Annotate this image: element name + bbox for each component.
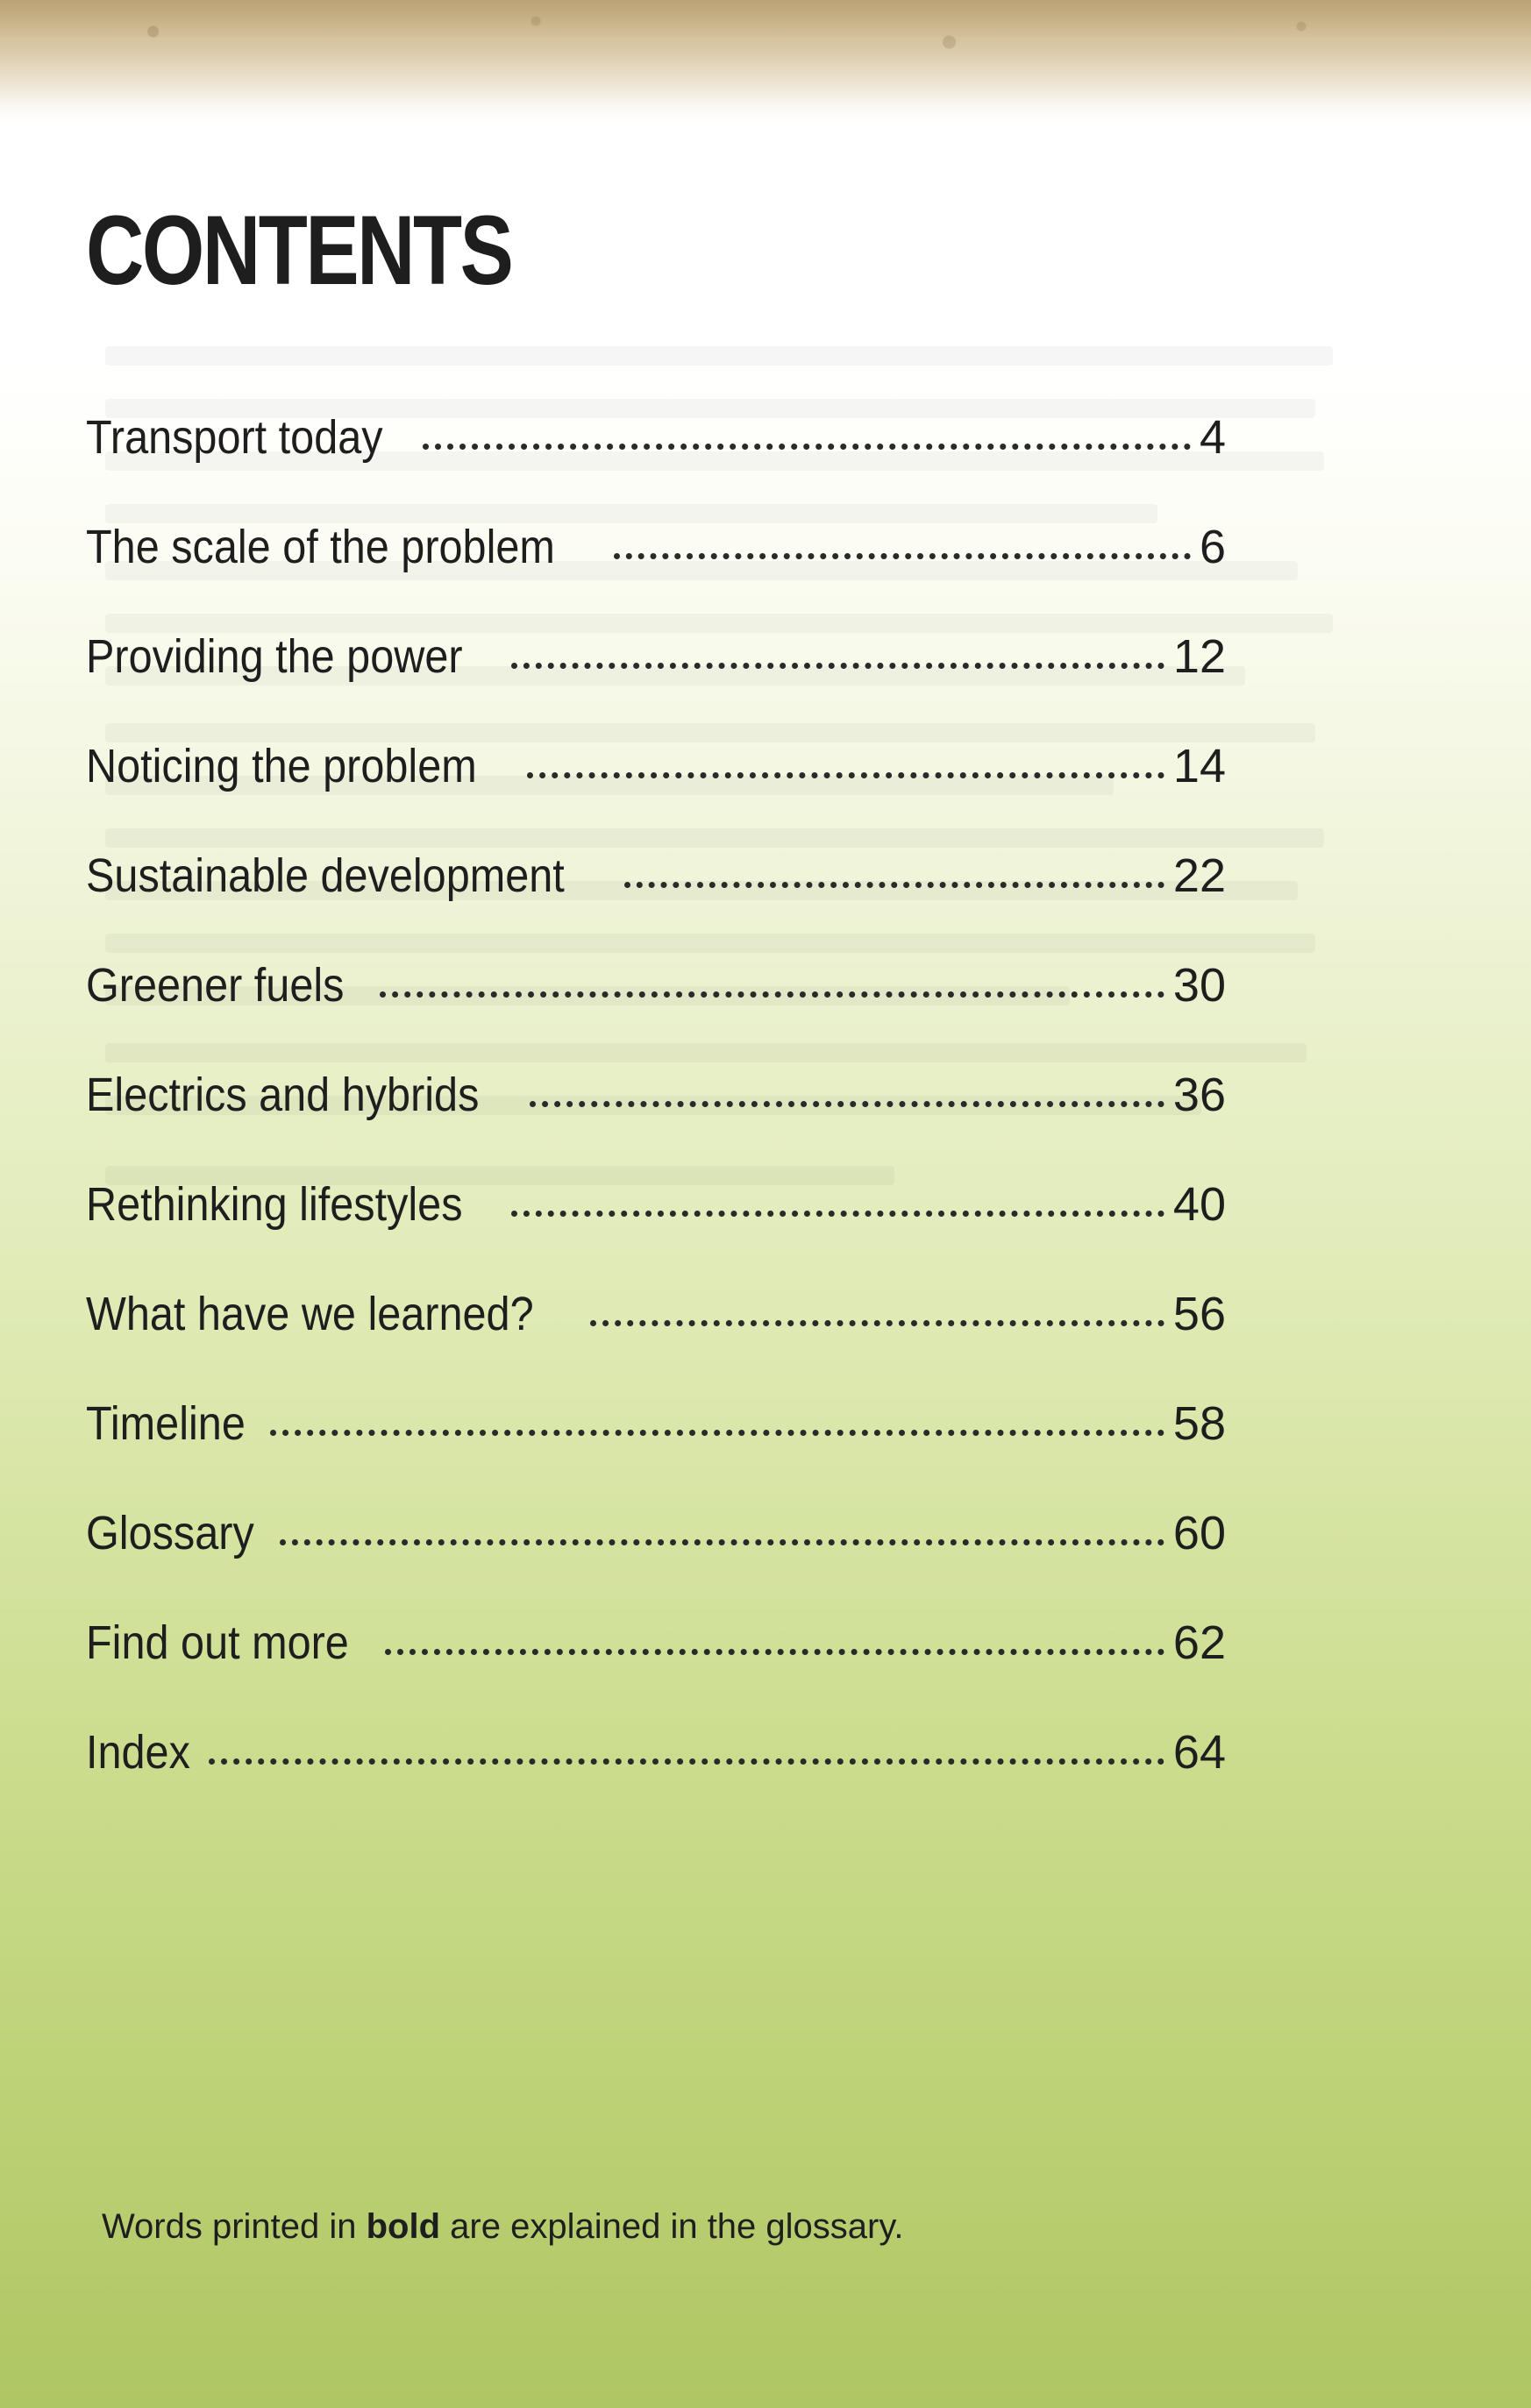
toc-entry-page: 40 <box>1172 1178 1226 1231</box>
toc-entry[interactable] <box>86 520 1226 629</box>
page-title: CONTENTS <box>86 195 512 305</box>
toc-entry[interactable] <box>86 1396 1226 1506</box>
toc-dot-leader <box>270 1430 1164 1436</box>
toc-entry-label: Greener fuels <box>86 959 345 1012</box>
toc-entry[interactable] <box>86 1725 1226 1835</box>
toc-dot-leader <box>511 1211 1164 1217</box>
toc-entry[interactable] <box>86 629 1226 739</box>
toc-dot-leader <box>614 553 1191 559</box>
toc-dot-leader <box>530 1101 1164 1107</box>
toc-dot-leader <box>209 1758 1164 1765</box>
toc-dot-leader <box>380 991 1164 998</box>
table-of-contents <box>86 410 1226 1835</box>
toc-entry-page: 64 <box>1172 1726 1226 1779</box>
toc-entry-page: 30 <box>1172 959 1226 1012</box>
toc-entry-page: 60 <box>1172 1507 1226 1559</box>
toc-dot-leader <box>385 1649 1164 1655</box>
toc-entry-page: 6 <box>1199 521 1226 573</box>
toc-entry[interactable] <box>86 958 1226 1068</box>
toc-entry-label: What have we learned? <box>86 1288 534 1340</box>
toc-entry-label: Glossary <box>86 1507 254 1559</box>
toc-dot-leader <box>624 882 1164 888</box>
toc-entry-page: 56 <box>1172 1288 1226 1340</box>
toc-entry-page: 12 <box>1172 630 1226 683</box>
toc-entry-label: Sustainable development <box>86 849 565 902</box>
toc-entry-label: Electrics and hybrids <box>86 1069 480 1121</box>
toc-entry[interactable] <box>86 1506 1226 1616</box>
toc-entry-page: 58 <box>1172 1397 1226 1450</box>
footnote-text-after: are explained in the glossary. <box>440 2207 904 2246</box>
toc-entry[interactable] <box>86 410 1226 520</box>
toc-dot-leader <box>280 1539 1164 1545</box>
glossary-footnote <box>102 2207 904 2247</box>
toc-dot-leader <box>511 663 1164 669</box>
toc-entry[interactable] <box>86 739 1226 849</box>
toc-entry[interactable] <box>86 849 1226 958</box>
toc-entry-page: 14 <box>1172 740 1226 792</box>
toc-entry-label: Providing the power <box>86 630 463 683</box>
toc-entry-label: The scale of the problem <box>86 521 555 573</box>
footnote-bold-word: bold <box>366 2207 441 2246</box>
toc-entry-label: Find out more <box>86 1616 349 1669</box>
toc-entry-page: 62 <box>1172 1616 1226 1669</box>
toc-entry-label: Transport today <box>86 411 383 464</box>
toc-entry-label: Timeline <box>86 1397 246 1450</box>
toc-dot-leader <box>423 444 1191 450</box>
toc-entry-label: Rethinking lifestyles <box>86 1178 463 1231</box>
toc-entry-page: 36 <box>1172 1069 1226 1121</box>
toc-entry[interactable] <box>86 1068 1226 1177</box>
toc-dot-leader <box>590 1320 1164 1326</box>
toc-entry-page: 4 <box>1199 411 1226 464</box>
toc-dot-leader <box>527 772 1164 778</box>
toc-entry-label: Noticing the problem <box>86 740 477 792</box>
toc-entry[interactable] <box>86 1177 1226 1287</box>
toc-entry-page: 22 <box>1172 849 1226 902</box>
toc-entry[interactable] <box>86 1616 1226 1725</box>
paper-texture-strip <box>0 0 1531 105</box>
toc-entry[interactable] <box>86 1287 1226 1396</box>
footnote-text-before: Words printed in <box>102 2207 367 2246</box>
toc-entry-label: Index <box>86 1726 190 1779</box>
